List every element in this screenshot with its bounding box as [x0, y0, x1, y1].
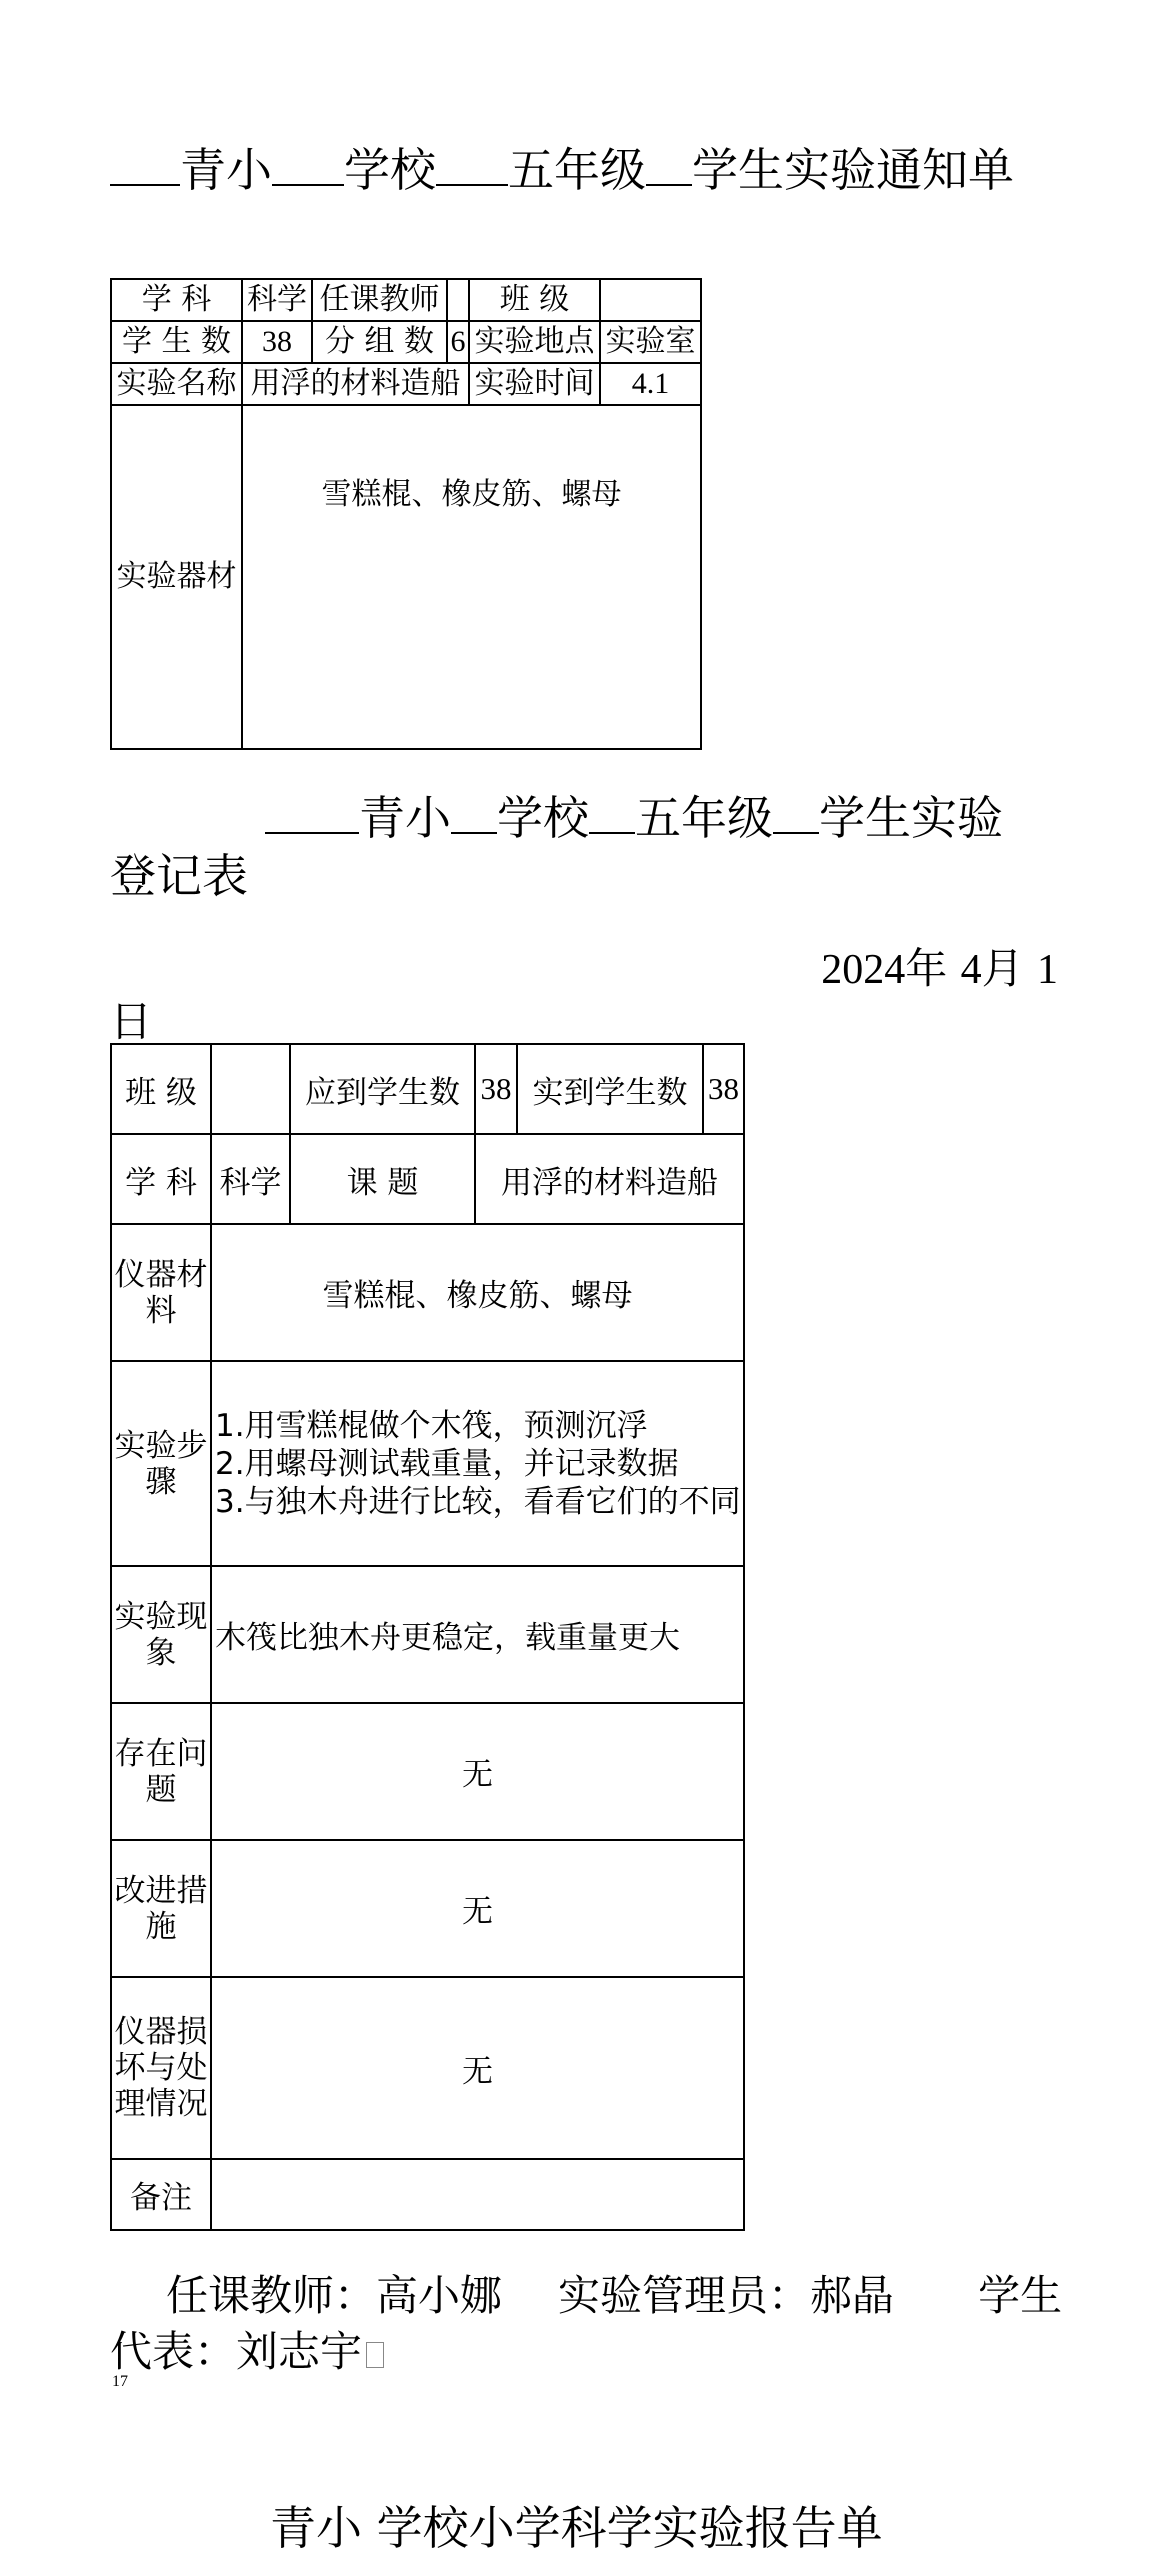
reg-class-value [211, 1044, 290, 1134]
rep-sign-name: 刘志宇 [236, 2327, 363, 2376]
manager-sign-label: 实验管理员： [558, 2271, 811, 2320]
date-month: 4 [960, 947, 982, 993]
expected-students-value: 38 [475, 1044, 517, 1134]
reg-subject-value: 科学 [211, 1134, 290, 1224]
phenomenon-label: 实验现象 [111, 1566, 211, 1703]
remarks-value [211, 2159, 744, 2230]
rep-sign-label-part2: 代表： [110, 2327, 237, 2376]
expected-students-label: 应到学生数 [290, 1044, 475, 1134]
register-title-line2: 登记表 [110, 849, 248, 903]
register-date [110, 943, 1058, 1048]
groups-label: 分 组 数 [312, 321, 447, 363]
topic-label: 课 题 [290, 1134, 475, 1224]
teacher-sign-label: 任课教师： [166, 2271, 377, 2320]
class-label: 班 级 [469, 279, 600, 321]
problems-value: 无 [211, 1703, 744, 1840]
blank-line [773, 788, 819, 834]
signatures [110, 2268, 1063, 2380]
actual-students-value: 38 [703, 1044, 744, 1134]
date-month-unit: 月 [981, 944, 1024, 993]
next-section-title: 青小 学校小学科学实验报告单 [270, 2501, 883, 2555]
remarks-label: 备注 [111, 2159, 211, 2230]
register-title-suffix: 学生实验 [819, 791, 1003, 845]
subject-label: 学 科 [111, 279, 242, 321]
placeholder-box-icon [366, 2342, 384, 2368]
notice-title-suffix: 学生实验通知单 [692, 143, 1014, 197]
equipment-label: 实验器材 [111, 405, 242, 749]
improvements-label: 改进措施 [111, 1840, 211, 1977]
register-grade: 五年级 [635, 791, 773, 845]
register-school-suffix: 学校 [497, 791, 589, 845]
students-value: 38 [242, 321, 312, 363]
notice-grade: 五年级 [508, 143, 646, 197]
steps-label: 实验步骤 [111, 1361, 211, 1566]
experiment-time-label: 实验时间 [469, 363, 600, 405]
problems-label: 存在问题 [111, 1703, 211, 1840]
teacher-value [447, 279, 469, 321]
register-table [110, 1043, 745, 2231]
reg-class-label: 班 级 [111, 1044, 211, 1134]
notice-school: 青小 [180, 143, 272, 197]
experiment-name-value: 用浮的材料造船 [242, 363, 469, 405]
step-item: 2.用螺母测试载重量，并记录数据 [215, 1445, 679, 1482]
date-year-unit: 年 [905, 944, 948, 993]
page-number: 17 [112, 2373, 128, 2390]
manager-sign-name: 郝晶 [810, 2271, 895, 2320]
groups-value: 6 [447, 321, 469, 363]
location-label: 实验地点 [469, 321, 600, 363]
date-day: 1 [1037, 947, 1058, 993]
actual-students-label: 实到学生数 [517, 1044, 703, 1134]
blank-line [589, 788, 635, 834]
teacher-label: 任课教师 [312, 279, 447, 321]
location-value: 实验室 [600, 321, 701, 363]
blank-line [646, 140, 692, 186]
steps-cell [211, 1361, 744, 1566]
step-item: 3.与独木舟进行比较，看看它们的不同 [215, 1483, 741, 1520]
topic-value: 用浮的材料造船 [475, 1134, 744, 1224]
register-title [110, 788, 1070, 905]
notice-table [110, 278, 702, 750]
reg-subject-label: 学 科 [111, 1134, 211, 1224]
class-value [600, 279, 701, 321]
damage-value: 无 [211, 1977, 744, 2159]
materials-value: 雪糕棍、橡皮筋、螺母 [211, 1224, 744, 1361]
blank-line [265, 788, 359, 834]
materials-label: 仪器材料 [111, 1224, 211, 1361]
equipment-value: 雪糕棍、橡皮筋、螺母 [242, 405, 701, 749]
date-year: 2024 [821, 947, 906, 993]
notice-title [110, 140, 1110, 200]
students-label: 学 生 数 [111, 321, 242, 363]
rep-sign-label-part1: 学生 [978, 2271, 1063, 2320]
subject-value: 科学 [242, 279, 312, 321]
phenomenon-value: 木筏比独木舟更稳定，载重量更大 [211, 1566, 744, 1703]
notice-school-suffix: 学校 [344, 143, 436, 197]
improvements-value: 无 [211, 1840, 744, 1977]
blank-line [272, 140, 344, 186]
register-school: 青小 [359, 791, 451, 845]
blank-line [451, 788, 497, 834]
damage-label: 仪器损坏与处理情况 [111, 1977, 211, 2159]
blank-line [436, 140, 508, 186]
step-item: 1.用雪糕棍做个木筏，预测沉浮 [215, 1407, 648, 1444]
teacher-sign-name: 高小娜 [376, 2271, 503, 2320]
experiment-name-label: 实验名称 [111, 363, 242, 405]
date-day-unit: 日 [110, 997, 153, 1046]
blank-line [110, 140, 180, 186]
experiment-time-value: 4.1 [600, 363, 701, 405]
